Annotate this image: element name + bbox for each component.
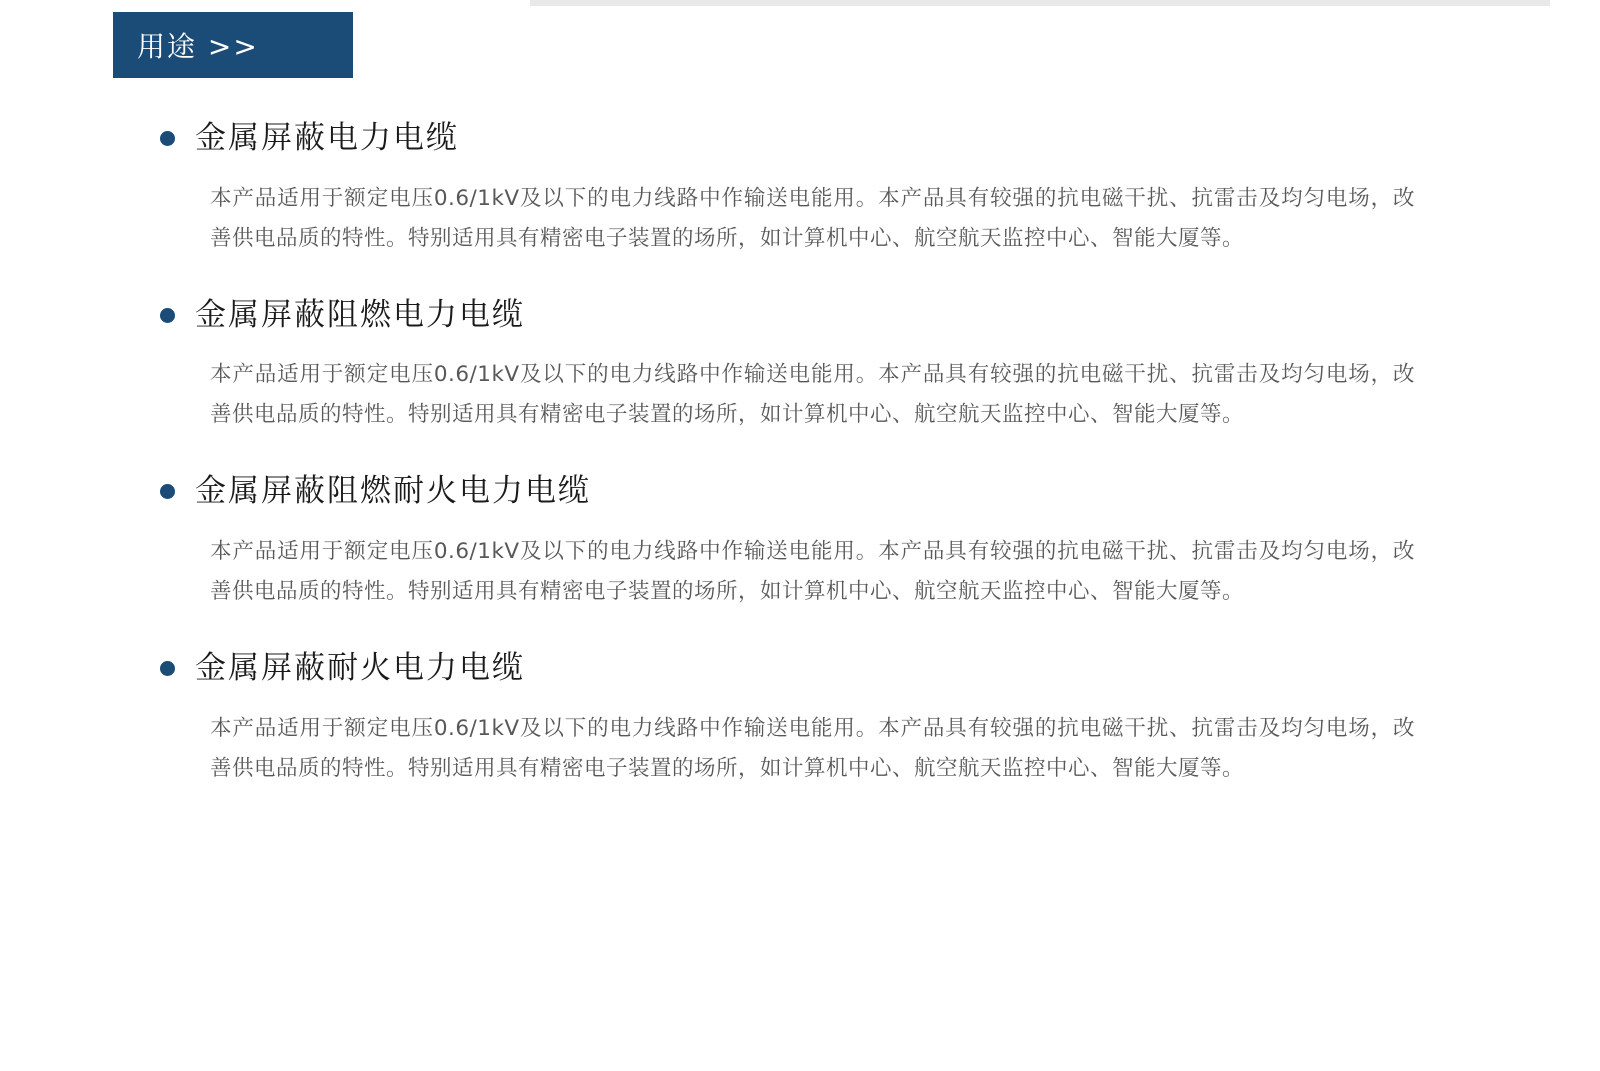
section-tag [113, 12, 353, 78]
list-item-header [160, 650, 1460, 687]
list-item [160, 297, 1460, 436]
bullet-icon [160, 484, 175, 499]
bullet-icon [160, 131, 175, 146]
bullet-icon [160, 661, 175, 676]
list-item-header [160, 120, 1460, 157]
list-item [160, 473, 1460, 612]
page-top-strip [530, 0, 1550, 6]
list-item-body: 本产品适用于额定电压0.6/1kV及以下的电力线路中作输送电能用。本产品具有较强的抗电磁干扰、抗雷击及均匀电场，改善供电品质的特性。特别适用具有精密电子装置的场所，如计算机中心、航空航天监控中心、智能大厦等。 [210, 185, 1415, 251]
list-item-header [160, 297, 1460, 334]
usage-list [160, 120, 1460, 827]
list-item-title: 金属屏蔽阻燃电力电缆 [195, 296, 525, 333]
list-item-title: 金属屏蔽阻燃耐火电力电缆 [195, 473, 591, 510]
list-item-body: 本产品适用于额定电压0.6/1kV及以下的电力线路中作输送电能用。本产品具有较强的抗电磁干扰、抗雷击及均匀电场，改善供电品质的特性。特别适用具有精密电子装置的场所，如计算机中心、航空航天监控中心、智能大厦等。 [210, 539, 1415, 605]
bullet-icon [160, 308, 175, 323]
list-item-body: 本产品适用于额定电压0.6/1kV及以下的电力线路中作输送电能用。本产品具有较强的抗电磁干扰、抗雷击及均匀电场，改善供电品质的特性。特别适用具有精密电子装置的场所，如计算机中心、航空航天监控中心、智能大厦等。 [210, 715, 1415, 781]
list-item [160, 120, 1460, 259]
list-item-body: 本产品适用于额定电压0.6/1kV及以下的电力线路中作输送电能用。本产品具有较强的抗电磁干扰、抗雷击及均匀电场，改善供电品质的特性。特别适用具有精密电子装置的场所，如计算机中心、航空航天监控中心、智能大厦等。 [210, 362, 1415, 428]
list-item [160, 650, 1460, 789]
list-item-title: 金属屏蔽电力电缆 [195, 120, 459, 156]
list-item-header [160, 473, 1460, 510]
list-item-title: 金属屏蔽耐火电力电缆 [195, 650, 525, 687]
section-tag-label: 用途 >> [137, 30, 259, 63]
